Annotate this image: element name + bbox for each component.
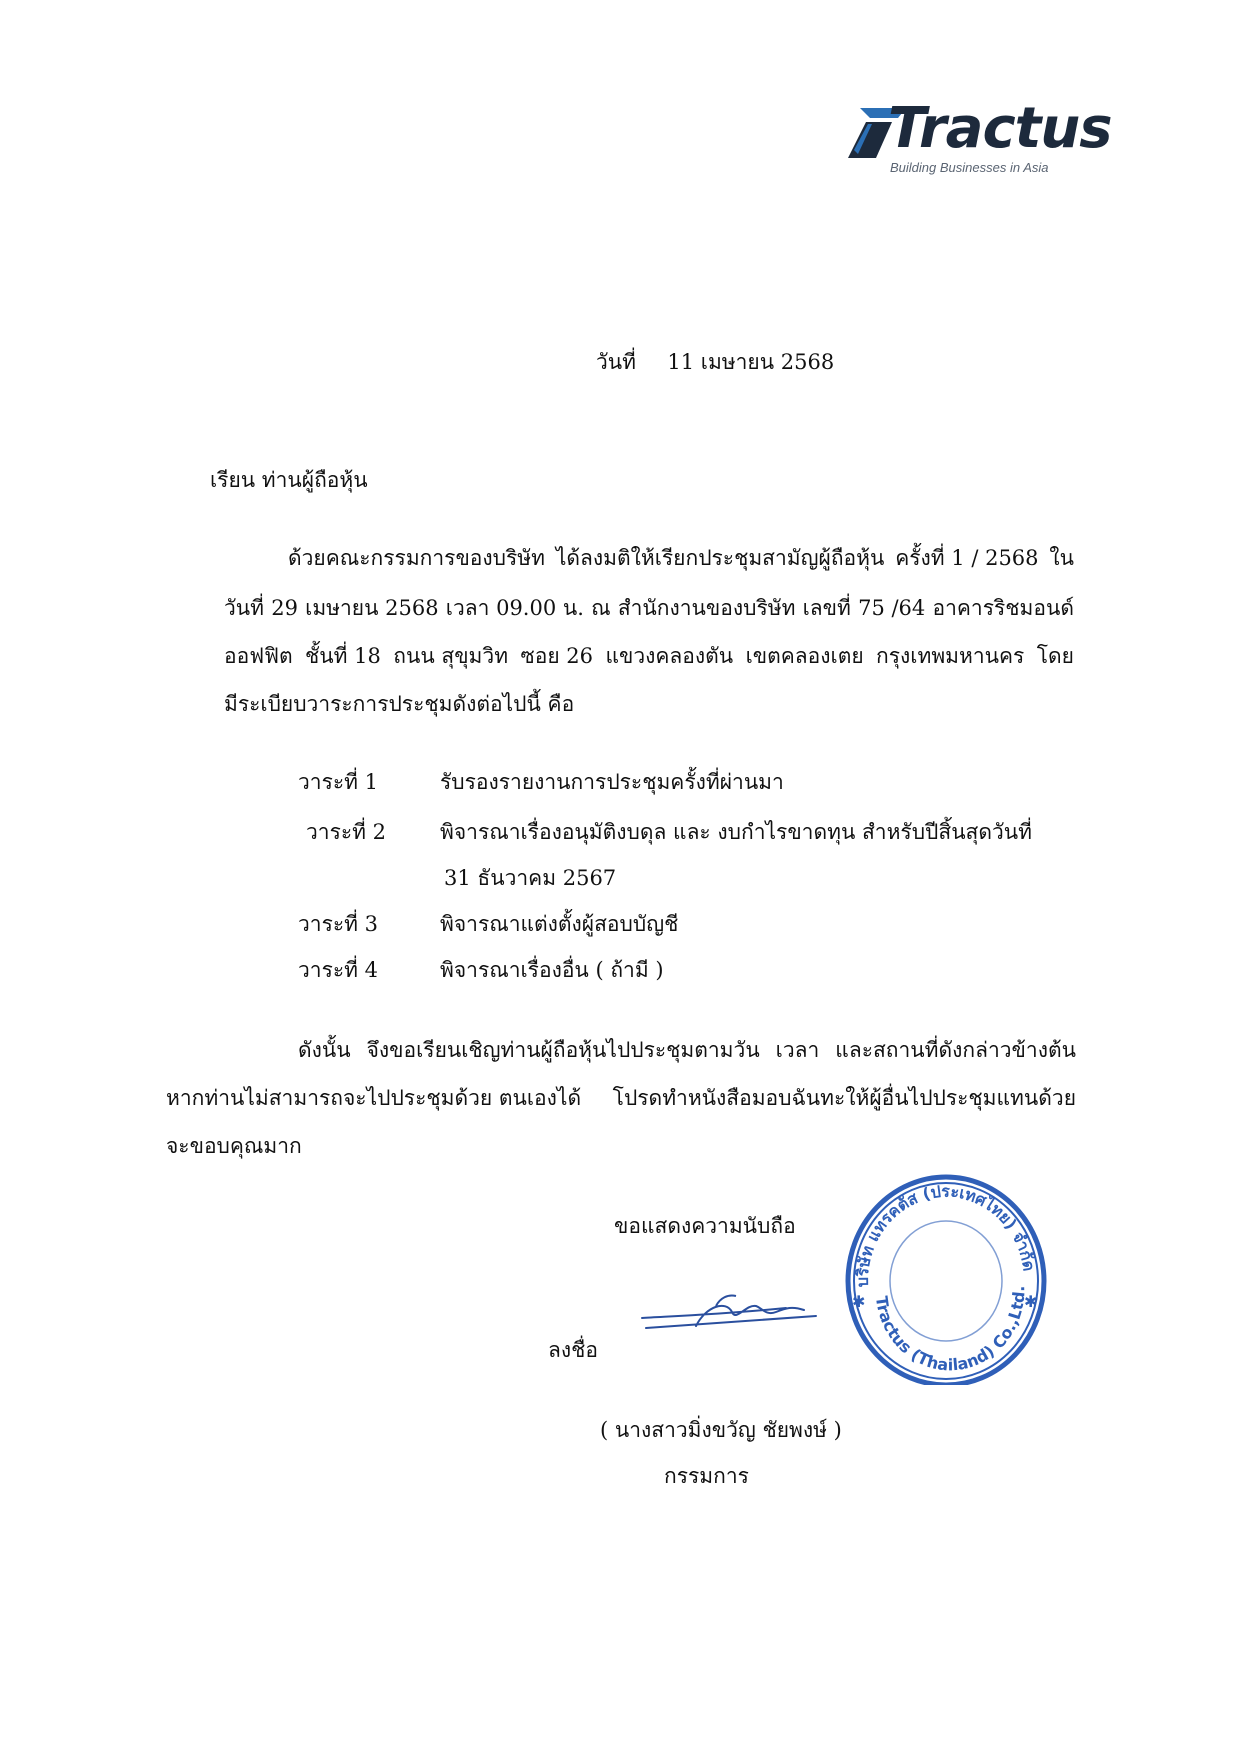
intro-text: กรุงเทพมหานคร bbox=[876, 644, 1025, 668]
intro-text: อาคารริชมอนด์ bbox=[932, 596, 1074, 620]
intro-text: ด้วยคณะกรรมการของบริษัท bbox=[288, 546, 545, 570]
intro-text: ครั้งที่ 1 / 2568 bbox=[895, 546, 1039, 570]
intro-text: ถนน สุขุมวิท bbox=[393, 644, 509, 668]
closing-text: ดังนั้น bbox=[298, 1038, 351, 1062]
agenda-text: พิจารณาเรื่องอนุมัติงบดุล และ งบกำไรขาดทุน สำหรับปีสิ้นสุดวันที่ bbox=[440, 820, 1032, 844]
stamp-star-icon: ✱ bbox=[1024, 1292, 1038, 1311]
agenda-label: วาระที่ 3 bbox=[298, 912, 379, 936]
date-line bbox=[596, 352, 834, 373]
company-stamp bbox=[838, 1165, 1048, 1385]
stamp-star-icon: ✱ bbox=[852, 1292, 866, 1311]
intro-line-1 bbox=[288, 548, 1074, 569]
closing-text: โปรดทำหนังสือมอบฉันทะให้ผู้อื่นไปประชุมแทนด้วย bbox=[612, 1086, 1076, 1110]
sign-label: ลงชื่อ bbox=[548, 1338, 598, 1362]
agenda-label: วาระที่ 2 bbox=[306, 820, 387, 844]
signer-name: ( นางสาวมิ่งขวัญ ชัยพงษ์ ) bbox=[600, 1418, 842, 1442]
date-value: 11 เมษายน 2568 bbox=[667, 350, 835, 374]
stamp-text-bottom: Tractus (Thailand) Co.,Ltd. bbox=[871, 1285, 1029, 1375]
intro-text: 29 bbox=[271, 596, 298, 620]
agenda-text: พิจารณาเรื่องอื่น ( ถ้ามี ) bbox=[440, 958, 664, 982]
intro-text: เลขที่ bbox=[802, 596, 851, 620]
intro-text: ซอย 26 bbox=[520, 644, 594, 668]
closing-text: หากท่านไม่สามารถจะไปประชุมด้วย ตนเองได้ bbox=[166, 1086, 582, 1110]
intro-text: เวลา 09.00 น. bbox=[445, 596, 584, 620]
intro-text: ได้ลงมติให้เรียกประชุมสามัญผู้ถือหุ้น bbox=[555, 546, 885, 570]
intro-text: ออฟฟิต bbox=[224, 644, 293, 668]
svg-text:บริษัท แทรคตัส (ประเทศไทย) จำก bbox=[853, 1182, 1039, 1288]
salutation: เรียน ท่านผู้ถือหุ้น bbox=[210, 468, 368, 492]
agenda-text: รับรองรายงานการประชุมครั้งที่ผ่านมา bbox=[440, 770, 784, 794]
intro-text: เมษายน 2568 bbox=[305, 596, 439, 620]
company-logo bbox=[846, 96, 1116, 176]
agenda-text-continued: 31 ธันวาคม 2567 bbox=[444, 866, 617, 890]
intro-text: ใน bbox=[1049, 546, 1074, 570]
regards: ขอแสดงความนับถือ bbox=[614, 1214, 796, 1238]
intro-text: ชั้นที่ 18 bbox=[305, 644, 381, 668]
closing-line-1 bbox=[298, 1040, 1076, 1061]
closing-text: เวลา bbox=[775, 1038, 820, 1062]
intro-text: โดย bbox=[1036, 644, 1074, 668]
agenda-label: วาระที่ 4 bbox=[298, 958, 379, 982]
stamp-text-top: บริษัท แทรคตัส (ประเทศไทย) จำกัด bbox=[852, 1181, 1039, 1288]
intro-text: แขวงคลองตัน bbox=[605, 644, 734, 668]
intro-text: 75 /64 bbox=[858, 596, 926, 620]
closing-line-3: จะขอบคุณมาก bbox=[166, 1134, 302, 1158]
agenda-text: พิจารณาแต่งตั้งผู้สอบบัญชี bbox=[440, 912, 679, 936]
intro-text: สำนักงานของบริษัท bbox=[617, 596, 796, 620]
signature bbox=[636, 1286, 824, 1342]
closing-line-2 bbox=[166, 1088, 1076, 1109]
intro-text: วันที่ bbox=[224, 596, 264, 620]
logo-tagline: Building Businesses in Asia bbox=[890, 160, 1049, 175]
closing-text: และสถานที่ดังกล่าวข้างต้น bbox=[835, 1038, 1076, 1062]
intro-line-3 bbox=[224, 646, 1074, 667]
logo-wordmark: Tractus bbox=[888, 96, 1112, 161]
agenda-label: วาระที่ 1 bbox=[298, 770, 379, 794]
intro-text: เขตคลองเตย bbox=[745, 644, 864, 668]
intro-line-4: มีระเบียบวาระการประชุมดังต่อไปนี้ คือ bbox=[224, 692, 575, 716]
intro-line-2 bbox=[224, 598, 1074, 619]
signer-title: กรรมการ bbox=[664, 1464, 749, 1488]
date-label: วันที่ bbox=[596, 350, 636, 374]
intro-text: ณ bbox=[591, 596, 611, 620]
closing-text: จึงขอเรียนเชิญท่านผู้ถือหุ้นไปประชุมตามวัน bbox=[366, 1038, 760, 1062]
